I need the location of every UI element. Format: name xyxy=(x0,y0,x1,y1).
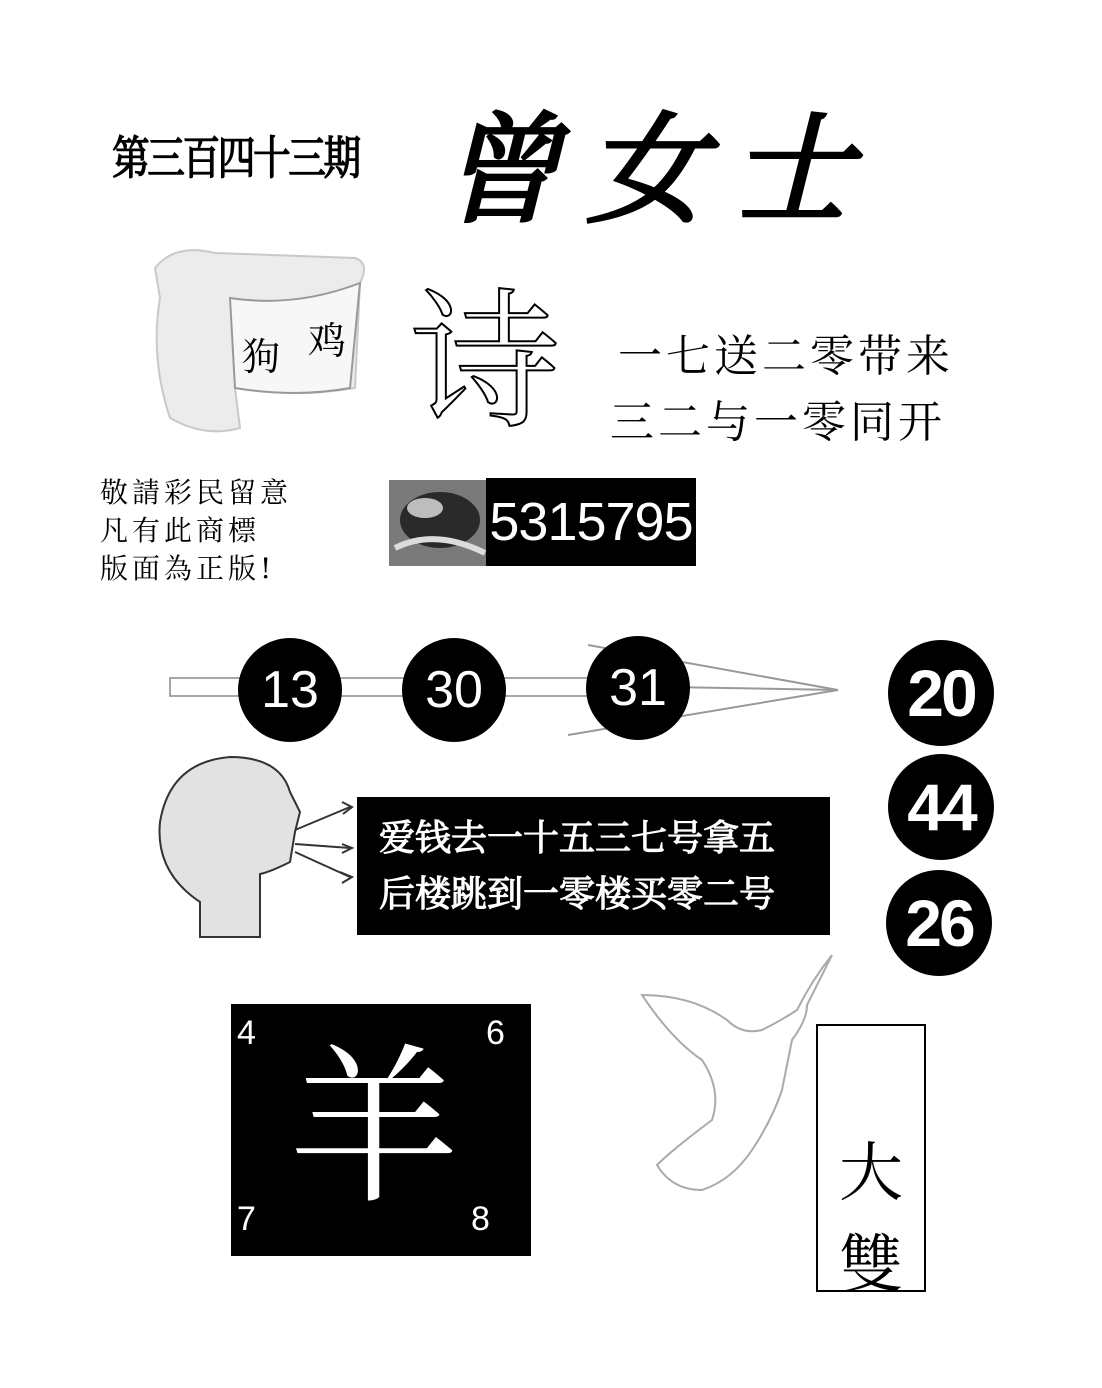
right-number-ball: 26 xyxy=(886,870,992,976)
tip-line-1: 爱钱去一十五三七号拿五 xyxy=(379,818,776,859)
notice-line-1: 敬請彩民留意 xyxy=(100,476,293,509)
twins-box xyxy=(816,1024,926,1303)
tip-line-2: 后楼跳到一零楼买零二号 xyxy=(379,874,776,915)
dove-icon xyxy=(632,950,842,1220)
notice-line-2: 凡有此商標 xyxy=(100,514,261,547)
sheep-number-top-right: 6 xyxy=(486,1014,505,1052)
issue-title: 第三百四十三期 xyxy=(112,131,359,185)
right-number-ball: 20 xyxy=(888,640,994,746)
notice-text xyxy=(100,474,292,588)
sheep-number-bottom-left: 7 xyxy=(237,1200,256,1238)
arrow-number-ball: 31 xyxy=(586,636,690,740)
sheep-main-char: 羊 xyxy=(289,1030,460,1228)
phone-number: 5315795 xyxy=(486,478,696,566)
twins-line-1: 大 xyxy=(839,1137,903,1211)
sheep-number-top-left: 4 xyxy=(237,1014,256,1052)
poem-line-1: 一七送二零带来 xyxy=(618,331,954,382)
right-number-ball: 44 xyxy=(888,754,994,860)
flag-right-char: 鸡 xyxy=(308,319,347,363)
poem-line-2: 三二与一零同开 xyxy=(610,397,946,448)
logo-icon xyxy=(385,478,489,568)
twins-line-2: 雙 xyxy=(839,1229,903,1303)
head-icon xyxy=(150,752,360,942)
arrow-number-ball: 13 xyxy=(238,638,342,742)
sheep-number-bottom-right: 8 xyxy=(471,1200,490,1238)
sheep-box xyxy=(231,1004,531,1256)
tip-box xyxy=(357,797,830,935)
arrow-number-ball: 30 xyxy=(402,638,506,742)
brand-title: 曾女士 xyxy=(440,100,878,241)
flag-left-char: 狗 xyxy=(242,335,281,379)
poem-title-char: 诗 xyxy=(410,276,561,450)
notice-line-3: 版面為正版! xyxy=(100,552,276,585)
flag-graphic xyxy=(145,238,375,438)
